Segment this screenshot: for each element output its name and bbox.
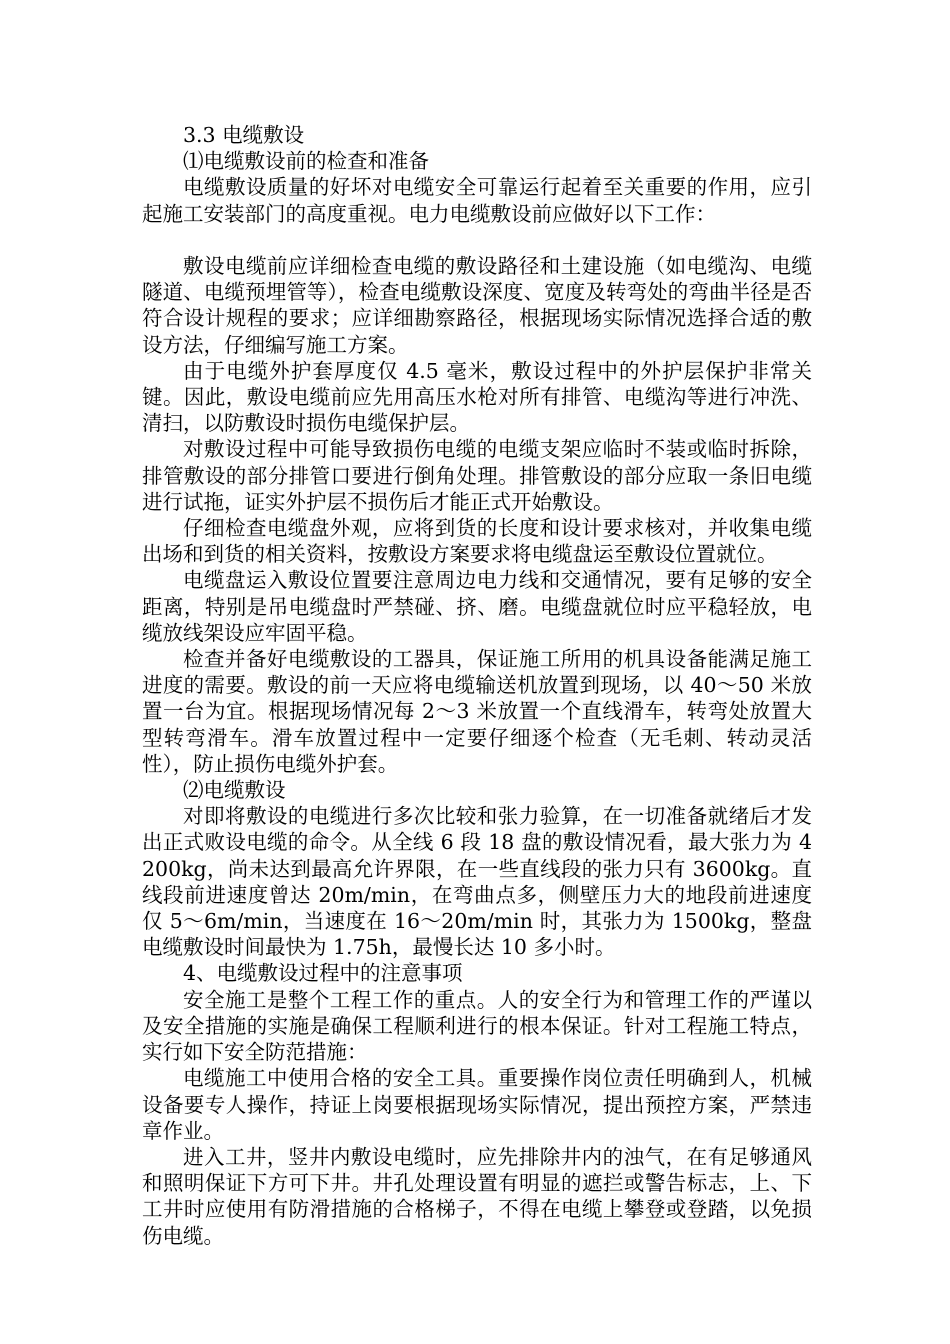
paragraph-manhole-safety: 进入工井，竖井内敷设电缆时，应先排除井内的浊气，在有足够通风和照明保证下方可下井。井孔处理设置有明显的遮拦或警告标志，上、下工井时应使用有防滑措施的合格梯子，不得在电缆上攀登或登踏，以免损伤电缆。 bbox=[142, 1144, 812, 1248]
paragraph-route-check: 敷设电缆前应详细检查电缆的敷设路径和土建设施（如电缆沟、电缆隧道、电缆预埋管等），检查电缆敷设深度、宽度及转弯处的弯曲半径是否符合设计规程的要求；应详细勘察路径，根据现场实际情况选择合适的敷设方法，仔细编写施工方案。 bbox=[142, 254, 812, 357]
paragraph-reel-positioning: 电缆盘运入敷设位置要注意周边电力线和交通情况，要有足够的安全距离，特别是吊电缆盘时严禁碰、挤、磨。电缆盘就位时应平稳轻放，电缆放线架设应牢固平稳。 bbox=[142, 568, 812, 645]
paragraph-sheath-protection: 由于电缆外护套厚度仅 4.5 毫米，敷设过程中的外护层保护非常关键。因此，敷设电缆前应先用高压水枪对所有排管、电缆沟等进行冲洗、清扫，以防敷设时损伤电缆保护层。 bbox=[142, 358, 812, 436]
paragraph-bracket-removal: 对敷设过程中可能导致损伤电缆的电缆支架应临时不装或临时拆除，排管敷设的部分排管口要进行倒角处理。排管敷设的部分应取一条旧电缆进行试拖，证实外护层不损伤后才能正式开始敷设。 bbox=[142, 437, 812, 514]
paragraph-intro: 电缆敷设质量的好坏对电缆安全可靠运行起着至关重要的作用，应引起施工安装部门的高度重视。电力电缆敷设前应做好以下工作： bbox=[142, 175, 812, 226]
section-heading-4: 4、电缆敷设过程中的注意事项 bbox=[183, 961, 463, 986]
paragraph-safety-intro: 安全施工是整个工程工作的重点。人的安全行为和管理工作的严谨以及安全措施的实施是确保工程顺利进行的根本保证。针对工程施工特点，实行如下安全防范措施： bbox=[142, 987, 812, 1065]
paragraph-tools-prep: 检查并备好电缆敷设的工器具，保证施工所用的机具设备能满足施工进度的需要。敷设的前一天应将电缆输送机放置到现场，以 40～50 米放置一台为宜。根据现场情况每 2～3 米放置一个直线滑车，转弯处放置大型转弯滑车。滑车放置过程中一定要仔细逐个检查（无毛刺、转动灵活性），防止损伤电缆外护套。 bbox=[142, 647, 812, 776]
section-heading-3-3: 3.3 电缆敷设 bbox=[183, 123, 305, 147]
paragraph-reel-inspection: 仔细检查电缆盘外观，应将到货的长度和设计要求核对，并收集电缆出场和到货的相关资料，按敷设方案要求将电缆盘运至敷设位置就位。 bbox=[142, 516, 812, 567]
document-body bbox=[142, 122, 812, 1249]
paragraph-tension-calc: 对即将敷设的电缆进行多次比较和张力验算，在一切准备就绪后才发出正式败设电缆的命令。从全线 6 段 18 盘的敷设情况看，最大张力为 4200kg，尚未达到最高允许界限，在一些直线段的张力只有 3600kg。直线段前进速度曾达 20m/min，在弯曲点多，侧壁压力大的地段前进速度仅 5～6m/min，当速度在 16～20m/min 时，其张力为 1500kg，整盘电缆敷设时间最快为 1.75h，最慢长达 10 多小时。 bbox=[142, 804, 812, 960]
subsection-heading-2: ⑵电缆敷设 bbox=[183, 778, 286, 803]
subsection-heading-1: ⑴电缆敷设前的检查和准备 bbox=[183, 149, 429, 174]
paragraph-safety-tools: 电缆施工中使用合格的安全工具。重要操作岗位责任明确到人，机械设备要专人操作，持证上岗要根据现场实际情况，提出预控方案，严禁违章作业。 bbox=[142, 1066, 812, 1143]
